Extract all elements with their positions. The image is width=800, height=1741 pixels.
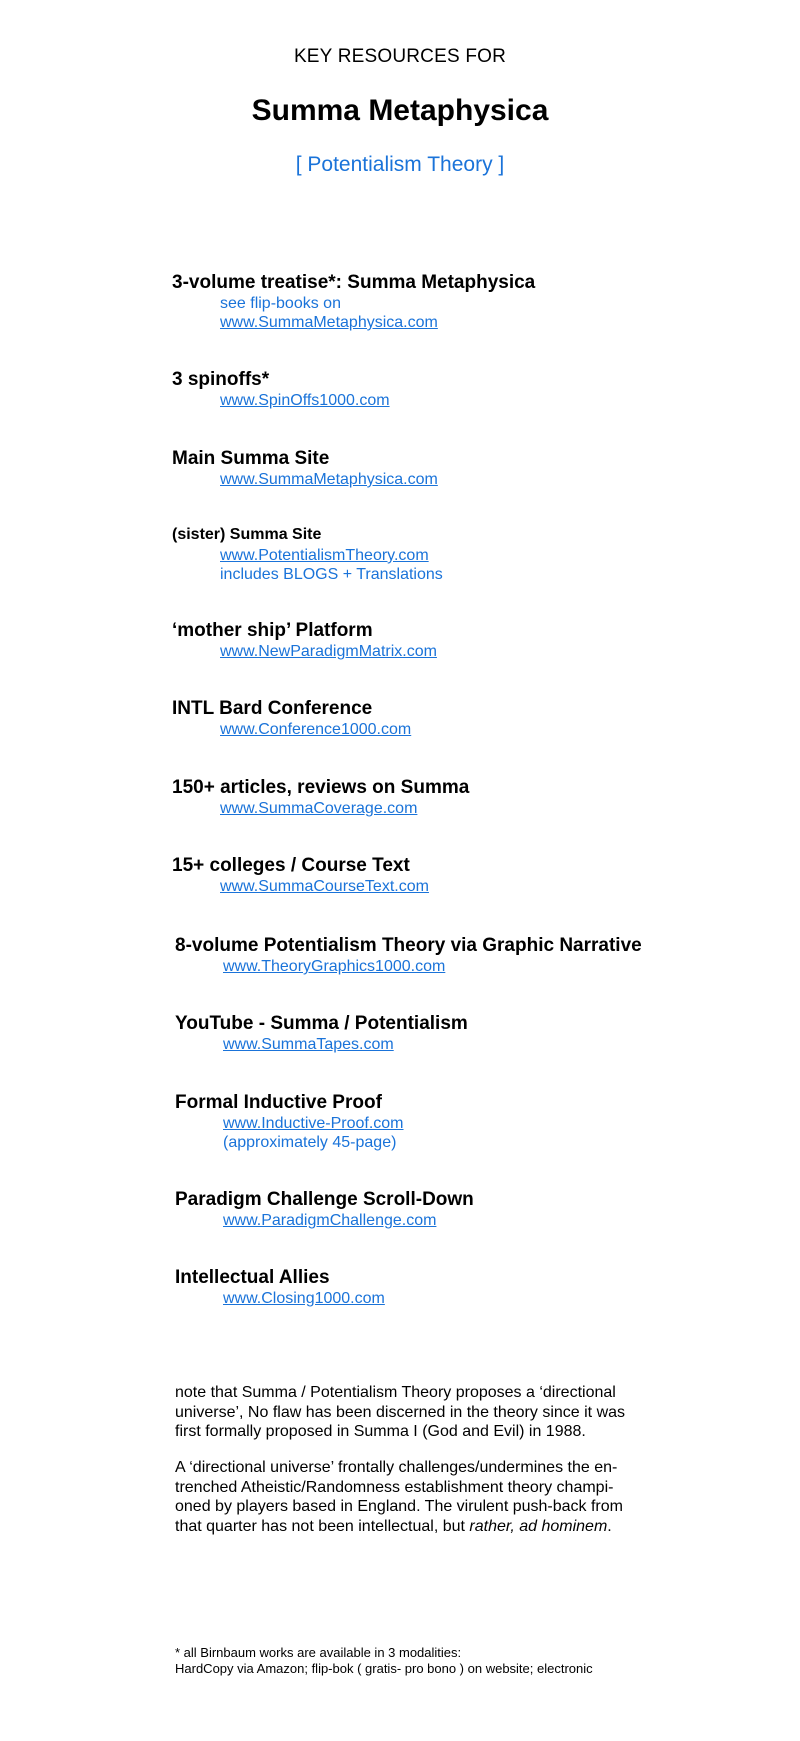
note-line: trenched Atheistic/Randomness establishment theory champi- (175, 1478, 614, 1496)
resource-heading: 8-volume Potentialism Theory via Graphic Narrative (175, 935, 642, 956)
resource-link[interactable]: www.ParadigmChallenge.com (223, 1212, 437, 1229)
resource-link[interactable]: www.PotentialismTheory.com (220, 547, 429, 564)
resource-youtube (175, 1013, 735, 1054)
resource-heading: Main Summa Site (172, 448, 330, 469)
resource-note: (approximately 45-page) (223, 1134, 397, 1151)
resource-link[interactable]: www.SpinOffs1000.com (220, 392, 390, 409)
resource-heading: Intellectual Allies (175, 1267, 330, 1288)
resource-link[interactable]: www.SummaTapes.com (223, 1036, 394, 1053)
note-line: oned by players based in England. The virulent push-back from (175, 1498, 623, 1515)
footnote-line: * all Birnbaum works are available in 3 modalities: (175, 1645, 462, 1660)
resource-heading: 3-volume treatise*: Summa Metaphysica (172, 272, 536, 293)
resource-heading: ‘mother ship’ Platform (172, 620, 373, 641)
resource-link[interactable]: www.NewParadigmMatrix.com (220, 643, 437, 660)
resource-heading: (sister) Summa Site (172, 526, 322, 543)
resource-sister-site (172, 524, 732, 584)
resource-heading: Paradigm Challenge Scroll-Down (175, 1189, 474, 1210)
resource-intellectual-allies (175, 1267, 735, 1308)
resource-heading: INTL Bard Conference (172, 698, 373, 719)
resource-heading: 3 spinoffs* (172, 369, 270, 390)
resource-link[interactable]: www.Conference1000.com (220, 721, 412, 738)
resource-link[interactable]: www.Closing1000.com (223, 1290, 385, 1307)
resource-link[interactable]: www.Inductive-Proof.com (223, 1115, 404, 1132)
note-italic: rather, ad hominem (469, 1517, 608, 1535)
header-kicker: KEY RESOURCES FOR (293, 46, 507, 67)
resource-note: includes BLOGS + Translations (220, 566, 443, 583)
resource-inductive-proof (175, 1092, 735, 1152)
note-line: that quarter has not been intellectual, but rather, ad hominem. (175, 1517, 612, 1535)
note-line: universe’, No flaw has been discerned in the theory since it was (175, 1403, 626, 1421)
resource-heading: 150+ articles, reviews on Summa (172, 777, 470, 798)
resource-link[interactable]: www.SummaCoverage.com (220, 800, 418, 817)
footnote (175, 1645, 735, 1677)
resource-spinoffs (172, 369, 732, 410)
note-line: note that Summa / Potentialism Theory proposes a ‘directional (175, 1384, 616, 1401)
note-paragraph-1 (175, 1383, 635, 1442)
note-line: A ‘directional universe’ frontally challenges/undermines the en- (175, 1459, 618, 1476)
resource-paradigm-challenge (175, 1189, 735, 1230)
note-paragraph-2 (175, 1458, 635, 1536)
resource-link[interactable]: www.SummaMetaphysica.com (220, 471, 438, 488)
resource-note: see flip-books on (220, 295, 341, 312)
resource-link[interactable]: www.SummaCourseText.com (220, 878, 429, 895)
resource-heading: YouTube - Summa / Potentialism (175, 1013, 468, 1034)
resource-link[interactable]: www.TheoryGraphics1000.com (223, 958, 446, 975)
resource-mother-ship (172, 620, 732, 661)
resource-graphic-narrative (175, 935, 735, 976)
note-line: first formally proposed in Summa I (God and Evil) in 1988. (175, 1423, 586, 1440)
resource-heading: 15+ colleges / Course Text (172, 855, 410, 876)
resource-heading: Formal Inductive Proof (175, 1092, 382, 1113)
page-title: Summa Metaphysica (251, 94, 549, 127)
resource-link[interactable]: www.SummaMetaphysica.com (220, 314, 438, 331)
resource-articles (172, 777, 732, 818)
resource-colleges (172, 855, 732, 896)
footnote-line: HardCopy via Amazon; flip-bok ( gratis- pro bono ) on website; electronic (175, 1661, 593, 1676)
resource-treatise (172, 272, 732, 332)
resource-main-site (172, 448, 732, 489)
resource-conference (172, 698, 732, 739)
page-subtitle: [ Potentialism Theory ] (295, 153, 505, 176)
